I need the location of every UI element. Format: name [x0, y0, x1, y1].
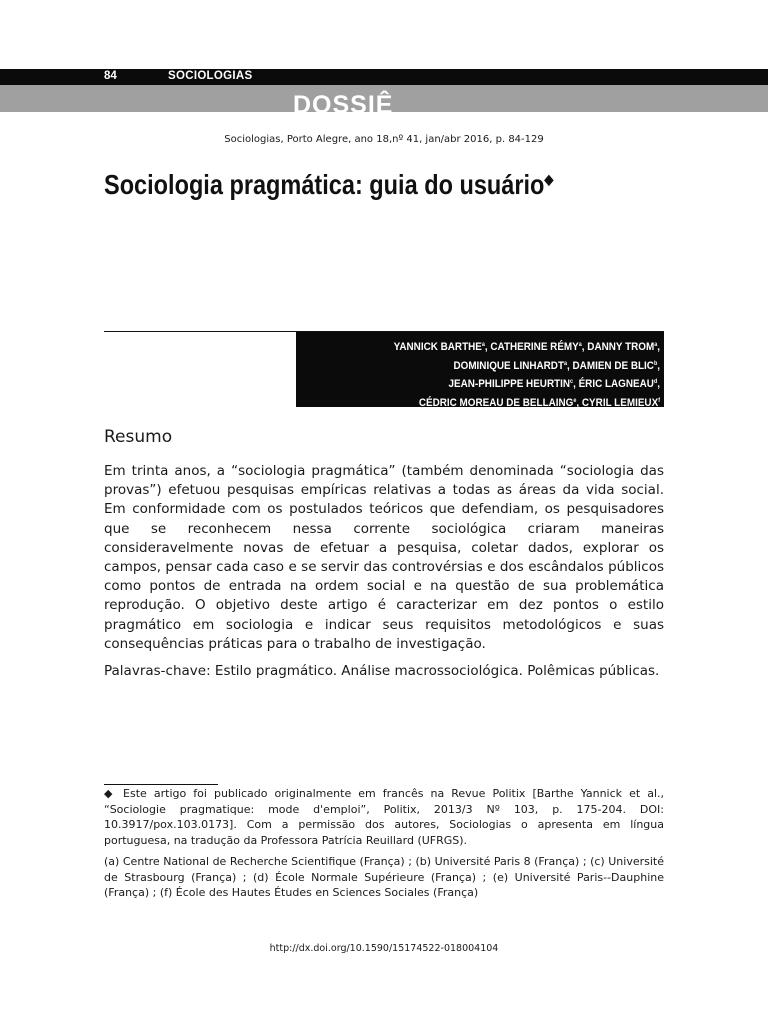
author-affiliation: a [481, 342, 485, 348]
footnote-rule [104, 784, 218, 785]
journal-name: SOCIOLOGIAS [168, 70, 253, 82]
author-line-2 [332, 356, 660, 375]
section-banner [0, 85, 768, 112]
author-affiliation: f [658, 397, 660, 404]
author-line-3 [332, 374, 660, 393]
author-name: JEAN-PHILIPPE HEURTIN [448, 378, 571, 390]
author-name: CÉDRIC MOREAU DE BELLAING [418, 396, 574, 409]
author-separator: , [657, 341, 660, 353]
author-name: YANNICK BARTHE [393, 341, 482, 353]
article-title [104, 169, 553, 201]
author-line-4 [332, 393, 660, 412]
keywords: Palavras-chave: Estilo pragmático. Análise macrossociológica. Polêmicas públicas. [104, 663, 660, 679]
journal-citation: Sociologias, Porto Alegre, ano 18,nº 41, jan/abr 2016, p. 84-129 [224, 134, 544, 145]
author-separator: , [484, 341, 491, 353]
author-name: CYRIL LEMIEUX [581, 396, 659, 409]
authors-box [296, 332, 664, 407]
abstract-text: Em trinta anos, a “sociologia pragmática” (também denominada “sociologia das provas”) efetuou pesquisas empíricas relativas a todas as áreas da vida social. Em conformidade com os postulados teóricos que defendiam, os pesquisadores que se reconhecem nessa corrente sociológica criaram maneiras consideravelmente novas de efetuar a pesquisa, coletar dados, explorar os campos, pensar cada caso e se servir das controvérsias e dos escândalos públicos como pontos de entrada na ordem social e na questão de sua problemática reprodução. O objetivo deste artigo é caracterizar em dez pontos o estilo pragmático em sociologia e indicar seus requisitos metodológicos e suas consequências práticas para o trabalho de investigação. [104, 463, 664, 652]
author-separator: , [581, 341, 588, 353]
doi-link[interactable]: http://dx.doi.org/10.1590/15174522-018004104 [269, 943, 499, 954]
author-name: DANNY TROM [587, 341, 655, 353]
author-line-1 [332, 337, 660, 356]
author-name: DAMIEN DE BLIC [572, 359, 654, 372]
author-affiliation: c [570, 379, 574, 385]
footnote-affiliations: (a) Centre National de Recherche Scientifique (França) ; (b) Université Paris 8 (França) ; (c) Université de Strasbourg (França) ; (d) École Normale Supérieure (França) ; (e) Université Paris--Dauphine (França) ; (f) École des Hautes Études en Sciences Sociales (França) [104, 855, 664, 900]
page-number: 84 [104, 70, 117, 82]
footnote-publication: ◆ Este artigo foi publicado originalmente em francês na Revue Politix [Barthe Yannick et al., “Sociologie pragmatique: mode d'emploi”, Politix, 2013/3 Nº 103, p. 175-204. DOI: 10.3917/pox.103.0173]. Com a permissão dos autores, Sociologias o apresenta em língua portuguesa, na tradução da Professora Patrícia Reuillard (UFRGS). [104, 787, 664, 847]
author-separator: , [576, 396, 582, 409]
article-title-text: Sociologia pragmática: guia do usuário [104, 169, 545, 200]
author-affiliation: e [573, 397, 577, 404]
title-footnote-mark: ◆ [544, 171, 554, 187]
author-affiliation: a [578, 342, 582, 348]
author-affiliation: b [653, 360, 658, 367]
author-separator: , [567, 359, 573, 372]
author-affiliation: a [654, 342, 658, 348]
running-header-bar [0, 69, 768, 85]
author-separator: , [657, 359, 660, 372]
abstract-heading: Resumo [104, 427, 173, 447]
author-name: CATHERINE RÉMY [490, 341, 579, 353]
author-affiliation: d [653, 379, 658, 385]
author-separator: , [573, 378, 579, 390]
author-separator: , [657, 378, 660, 390]
author-name: DOMINIQUE LINHARDT [453, 359, 565, 372]
author-name: ÉRIC LAGNEAU [578, 378, 654, 390]
author-affiliation: a [564, 360, 568, 367]
section-label: DOSSIÊ [293, 91, 394, 112]
